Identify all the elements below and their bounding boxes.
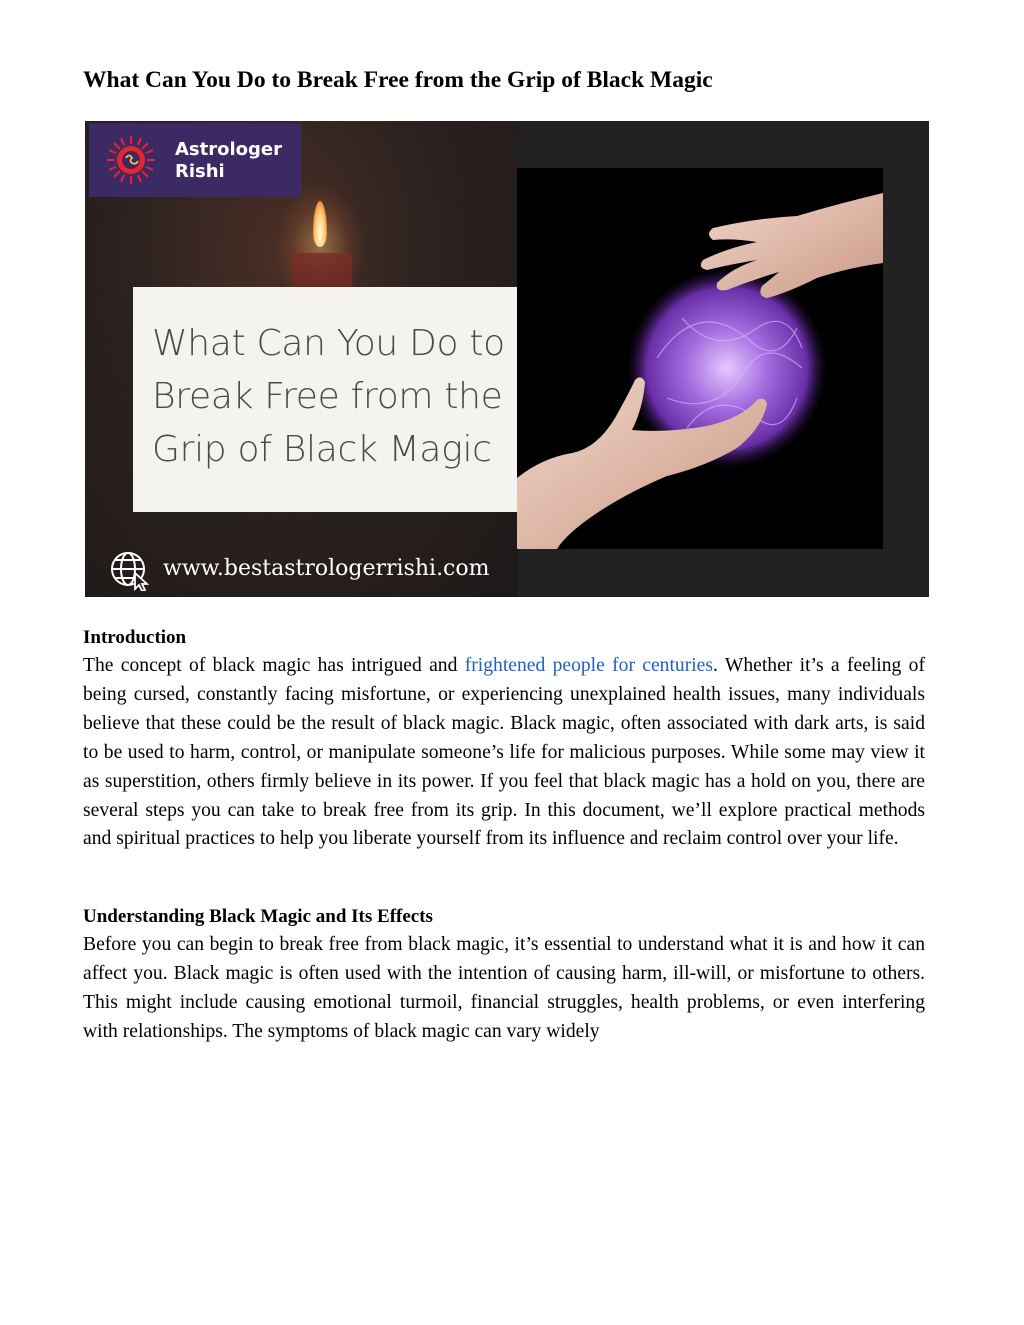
intro-text-start: The concept of black magic has intrigued and [83, 655, 465, 676]
headline-line1: What Can You Do to [152, 323, 505, 364]
intro-text-end: . Whether it’s a feeling of being cursed, constantly facing misfortune, or experiencing unexplained health issues, many individuals believe that these could be the result of black magic. Black magic, often associated with dark arts, is said to be used to harm, control, or manipulate someone’s life for malicious purposes. While some may view it as superstition, others firmly believe in its power. If you feel that black magic has a hold on you, there are several steps you can take to break free from its grip. In this document, we’ll explore practical methods and spiritual practices to help you liberate yourself from its influence and reclaim control over your life. [83, 655, 925, 850]
headline-line3: Grip of Black Magic [152, 429, 492, 470]
globe-cursor-icon [109, 549, 151, 591]
logo-text-line1: Astrologer [175, 139, 282, 160]
headline-card [133, 287, 550, 512]
om-emblem-icon [105, 134, 157, 186]
introduction-paragraph [83, 652, 925, 854]
section-heading-understanding: Understanding Black Magic and Its Effects [83, 906, 433, 927]
brand-logo [89, 123, 301, 197]
section-heading-introduction: Introduction [83, 627, 187, 648]
frightened-people-link[interactable]: frightened people for centuries [464, 655, 714, 676]
understanding-paragraph: Before you can begin to break free from black magic, it’s essential to understand what it is and how it can affect you. Black magic is often used with the intention of causing harm, ill-will, or misfortune to others. This might include causing emotional turmoil, financial struggles, health problems, or even interfering with relationships. The symptoms of black magic can vary widely [83, 934, 925, 1042]
banner-image [85, 121, 929, 597]
website-url: www.bestastrologerrishi.com [163, 556, 490, 581]
page-title: What Can You Do to Break Free from the Grip of Black Magic [83, 67, 713, 93]
headline-line2: Break Free from the [152, 376, 503, 417]
logo-text-line2: Rishi [175, 161, 225, 182]
hands-orb-photo [517, 168, 883, 549]
